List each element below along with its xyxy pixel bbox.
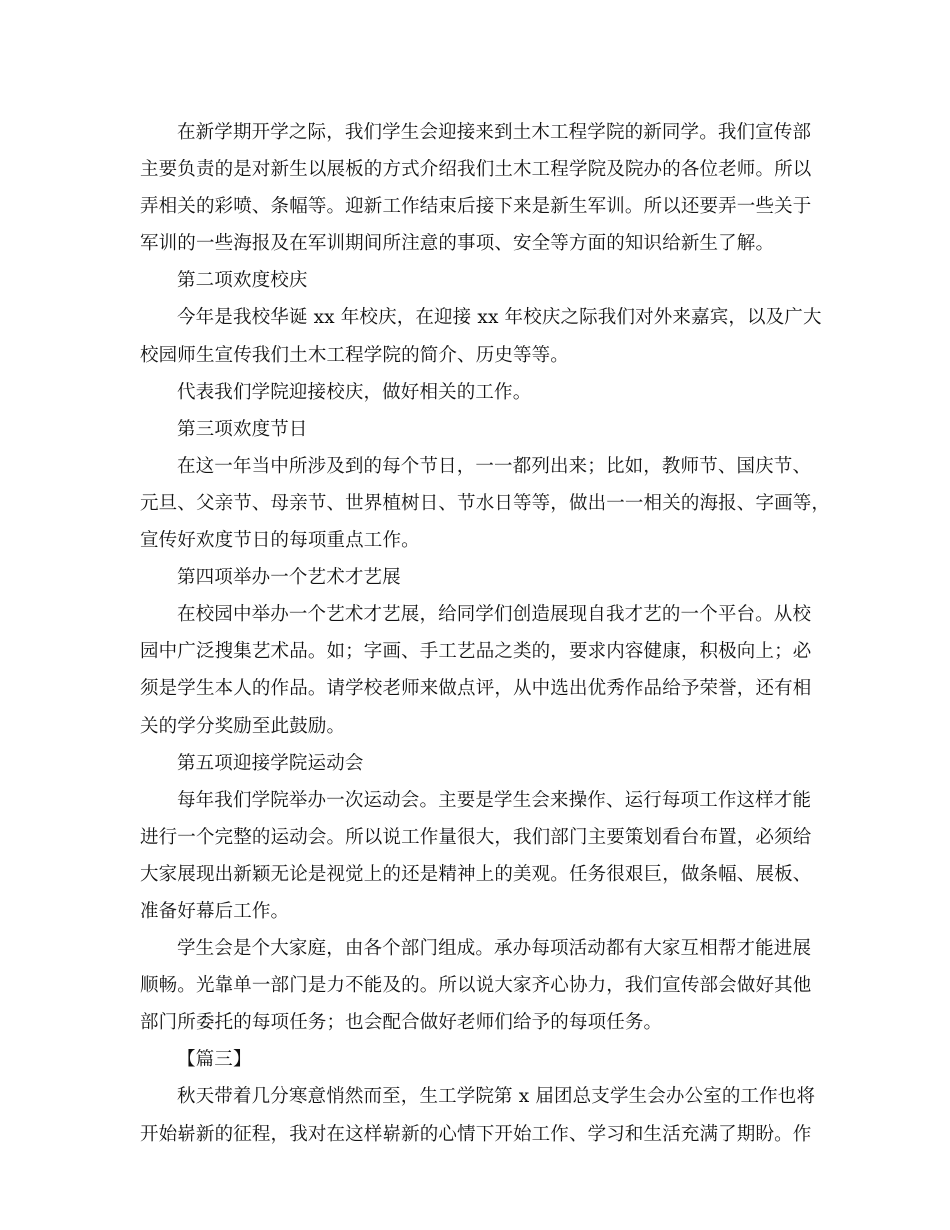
paragraph-line: 园中广泛搜集艺术品。如；字画、手工艺品之类的，要求内容健康，积极向上；必 (140, 641, 812, 663)
paragraph-line: 宣传好欢度节日的每项重点工作。 (140, 530, 420, 552)
paragraph-line: 代表我们学院迎接校庆，做好相关的工作。 (177, 381, 532, 403)
paragraph-line: 开始崭新的征程，我对在这样崭新的心情下开始工作、学习和生活充满了期盼。作 (140, 1123, 812, 1145)
paragraph-line: 在校园中举办一个艺术才艺展，给同学们创造展现自我才艺的一个平台。从校 (177, 604, 812, 626)
paragraph-line: 弄相关的彩喷、条幅等。迎新工作结束后接下来是新生军训。所以还要弄一些关于 (140, 196, 812, 218)
paragraph-line: 部门所委托的每项任务；也会配合做好老师们给予的每项任务。 (140, 1012, 663, 1034)
section-heading: 第三项欢度节日 (177, 418, 308, 440)
paragraph-line: 顺畅。光靠单一部门是力不能及的。所以说大家齐心协力，我们宣传部会做好其他 (140, 975, 812, 997)
paragraph-line: 在新学期开学之际，我们学生会迎接来到土木工程学院的新同学。我们宣传部 (177, 122, 812, 143)
paragraph-line: 学生会是个大家庭，由各个部门组成。承办每项活动都有大家互相帮才能进展 (177, 938, 812, 960)
paragraph-line: 准备好幕后工作。 (140, 900, 290, 922)
paragraph-line: 大家展现出新颖无论是视觉上的还是精神上的美观。任务很艰巨，做条幅、展板、 (140, 863, 812, 885)
section-heading: 第五项迎接学院运动会 (177, 752, 364, 774)
paragraph-line: 元旦、父亲节、母亲节、世界植树日、节水日等等，做出一一相关的海报、字画等， (140, 492, 831, 514)
paragraph-line: 须是学生本人的作品。请学校老师来做点评，从中选出优秀作品给予荣誉，还有相 (140, 678, 812, 700)
paragraph-line: 关的学分奖励至此鼓励。 (140, 715, 346, 737)
paragraph-line: 军训的一些海报及在军训期间所注意的事项、安全等方面的知识给新生了解。 (140, 233, 775, 255)
section-heading: 第二项欢度校庆 (177, 270, 308, 292)
paragraph-line: 进行一个完整的运动会。所以说工作量很大，我们部门主要策划看台布置，必须给 (140, 826, 812, 848)
paragraph-line: 主要负责的是对新生以展板的方式介绍我们土木工程学院及院办的各位老师。所以 (140, 159, 812, 181)
paragraph-line: 在这一年当中所涉及到的每个节日，一一都列出来；比如，教师节、国庆节、 (177, 455, 812, 477)
section-heading: 【篇三】 (177, 1049, 252, 1071)
paragraph-line: 秋天带着几分寒意悄然而至，生工学院第 x 届团总支学生会办公室的工作也将 (177, 1086, 816, 1108)
document-body (140, 114, 831, 1153)
paragraph-line: 每年我们学院举办一次运动会。主要是学生会来操作、运行每项工作这样才能 (177, 789, 812, 811)
section-heading: 第四项举办一个艺术才艺展 (177, 567, 401, 589)
paragraph-line: 今年是我校华诞 xx 年校庆，在迎接 xx 年校庆之际我们对外来嘉宾，以及广大 (177, 307, 822, 329)
paragraph-line: 校园师生宣传我们土木工程学院的简介、历史等等。 (140, 344, 569, 366)
